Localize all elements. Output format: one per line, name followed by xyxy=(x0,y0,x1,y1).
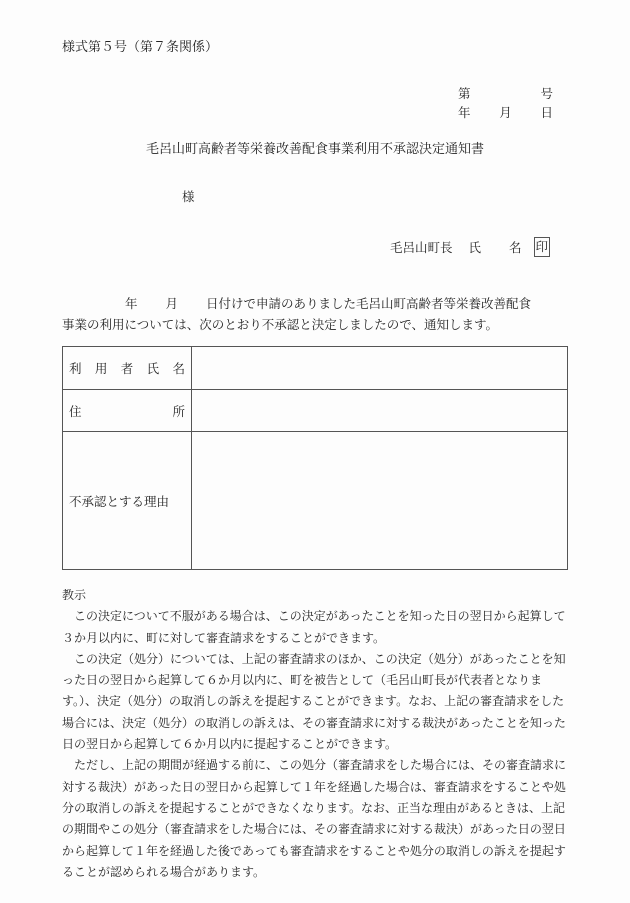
applicant-info-table xyxy=(62,346,568,570)
date-year: 年 xyxy=(458,105,471,120)
issue-date xyxy=(458,103,553,121)
user-name-field[interactable] xyxy=(192,347,568,390)
label-char: 用 xyxy=(94,361,108,376)
table-row-reason xyxy=(63,432,568,570)
intro-year: 年 xyxy=(125,296,138,311)
label-user-name xyxy=(69,359,185,377)
notice-paragraph: ただし、上記の期間が経過する前に、この処分（審査請求をした場合には、その審査請求に対する裁決）があった日の翌日から起算して１年を経過した場合は、審査請求をすることや処分の取消しの訴えを提起することができなくなります。なお、正当な理由があるときは、上記の期間やこの処分（審査請求をした場合には、その審査請求に対する裁決）があった日の翌日から起算して１年を経過した後であっても審査請求をすることや処分の取消しの訴えを提起することが認められる場合があります。 xyxy=(62,758,567,879)
intro-line1: 日付けで申請のありました毛呂山町高齢者等栄養改善配食 xyxy=(206,296,532,311)
notice-paragraph: この決定（処分）については、上記の審査請求のほか、この決定（処分）があったことを知った日の翌日から起算して６か月以内に、町を被告として（毛呂山町長が代表者となります。）、決定（処分）の取消しの訴えを提起することができます。なお、上記の審査請求をした場合には、決定（処分）の取消しの訴えは、その審査請求に対する裁決があったことを知った日の翌日から起算して６か月以内に提起することができます。 xyxy=(62,651,566,752)
date-month: 月 xyxy=(499,105,512,120)
document-title: 毛呂山町高齢者等栄養改善配食事業利用不承認決定通知書 xyxy=(145,142,484,157)
issuer-name-label-1: 氏 xyxy=(468,240,482,255)
intro-month: 月 xyxy=(165,296,179,311)
notice-paragraph: この決定について不服がある場合は、この決定があったことを知った日の翌日から起算して３か月以内に、町に対して審査請求をすることができます。 xyxy=(62,609,566,645)
intro-text xyxy=(62,293,572,335)
label-char: 所 xyxy=(172,403,185,419)
seal-mark: 印 xyxy=(534,237,551,257)
label-char: 氏 xyxy=(146,361,160,376)
address-field[interactable] xyxy=(192,390,568,432)
appeal-notice xyxy=(62,585,572,883)
addressee-suffix: 様 xyxy=(182,189,195,204)
label-char: 住 xyxy=(69,403,82,419)
label-char: 者 xyxy=(120,361,134,376)
issuer-office: 毛呂山町長 xyxy=(390,240,453,255)
notice-heading: 教示 xyxy=(62,588,87,602)
table-row-address xyxy=(63,390,568,432)
form-number: 様式第５号（第７条関係） xyxy=(62,40,219,55)
doc-number-suffix: 号 xyxy=(540,86,553,101)
reason-field[interactable] xyxy=(192,432,568,570)
table-row-user-name xyxy=(63,347,568,390)
intro-line2: 事業の利用については、次のとおり不承認と決定しましたので、通知します。 xyxy=(62,317,499,332)
label-reason: 不承認とする理由 xyxy=(63,432,192,570)
date-day: 日 xyxy=(540,105,553,120)
doc-number-prefix: 第 xyxy=(458,86,471,101)
document-number xyxy=(458,84,553,102)
label-char: 名 xyxy=(172,361,185,376)
issuer-name-label-2: 名 xyxy=(509,240,522,255)
issuer xyxy=(390,237,550,257)
label-char: 利 xyxy=(69,361,82,376)
label-address xyxy=(69,402,185,420)
